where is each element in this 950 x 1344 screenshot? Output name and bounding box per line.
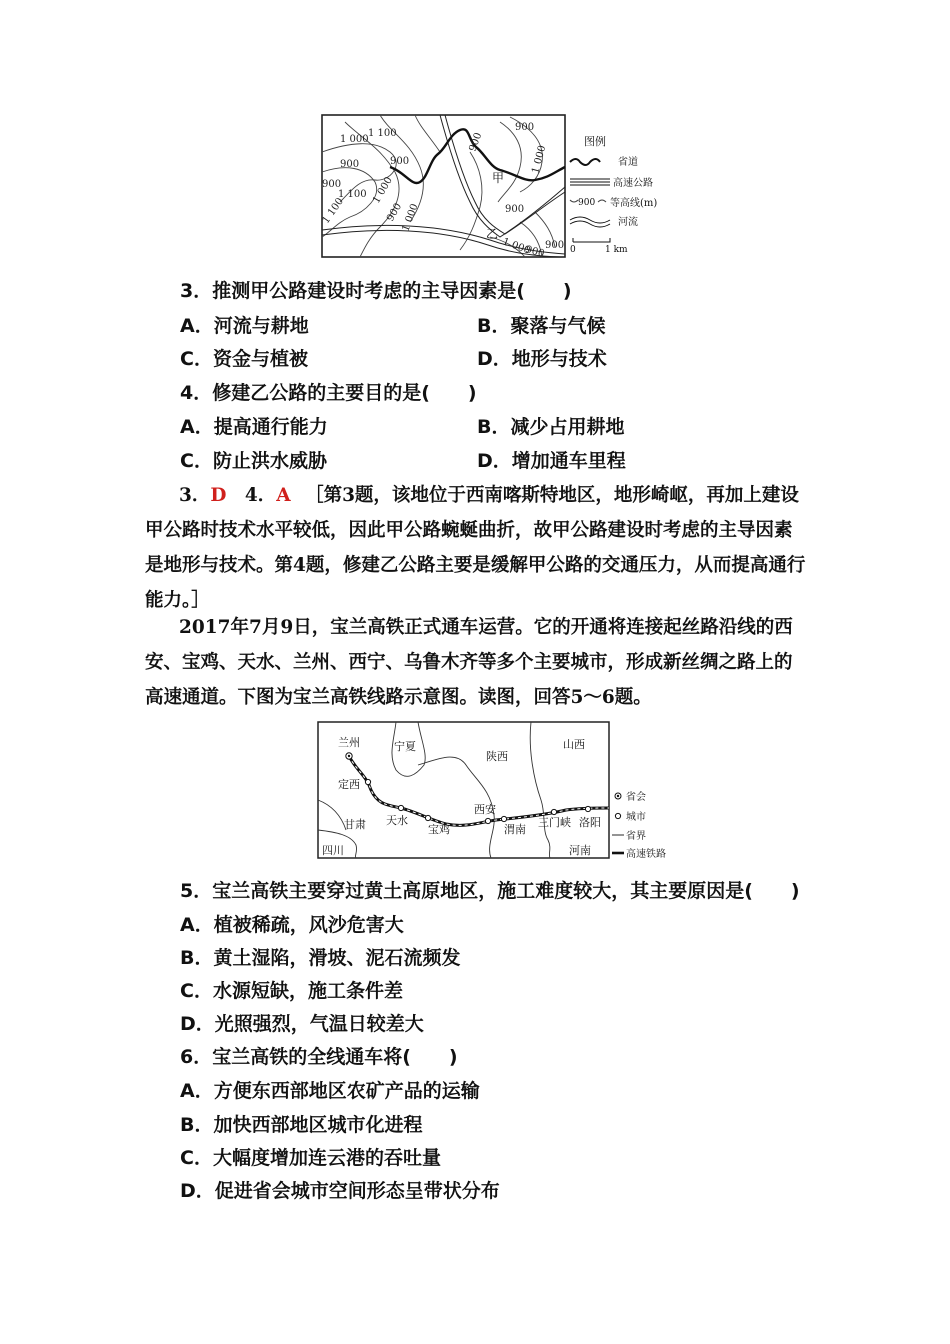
legend-item: 高速铁路 <box>626 849 666 860</box>
q6-option-b: B．加快西部地区城市化进程 <box>180 1114 423 1136</box>
q3-option-c: C．资金与植被 <box>180 348 308 370</box>
contour-label: 900 <box>545 240 565 251</box>
legend-item: 河流 <box>618 217 638 228</box>
q5-option-b: B．黄土湿陷，滑坡、泥石流频发 <box>180 947 461 969</box>
question-3-stem: 3．推测甲公路建设时考虑的主导因素是( ) <box>180 280 572 302</box>
answer-explanation <box>145 478 810 618</box>
contour-label: 900 <box>390 156 410 167</box>
contour-label: 900 <box>524 244 546 260</box>
answer-num-4: 4． <box>244 485 277 506</box>
contour-label: 1 000 <box>530 144 549 175</box>
question-5-stem: 5．宝兰高铁主要穿过黄土高原地区，施工难度较大，其主要原因是( ) <box>180 880 800 902</box>
city-label: 洛阳 <box>579 816 601 829</box>
city-marker <box>425 815 430 820</box>
scale-km: 1 km <box>605 245 628 255</box>
q5-option-d: D．光照强烈，气温日较差大 <box>180 1013 424 1035</box>
city-marker <box>501 816 506 821</box>
city-label: 渭南 <box>504 823 526 836</box>
contour-label: 900 <box>505 204 525 215</box>
contour-label: 900 <box>340 159 360 170</box>
answer-4: A <box>276 485 291 506</box>
q3-option-b: B．聚落与气候 <box>477 315 606 337</box>
q6-option-c: C．大幅度增加连云港的吞吐量 <box>180 1147 441 1169</box>
city-label: 西安 <box>474 803 496 816</box>
contour-label: 900 <box>322 179 342 190</box>
intro-paragraph: 2017年7月9日，宝兰高铁正式通车运营。它的开通将连接起丝路沿线的西安、宝鸡、天水、兰州、西宁、乌鲁木齐等多个主要城市，形成新丝绸之路上的高速通道。下图为宝兰高铁线路示意图。读图，回答5～6题。 <box>145 617 793 708</box>
contour-map <box>320 112 665 262</box>
q5-option-c: C．水源短缺，施工条件差 <box>180 980 403 1002</box>
province-label: 宁夏 <box>394 740 416 753</box>
contour-label: 1 100 <box>320 196 347 226</box>
province-label: 甘肃 <box>344 818 366 831</box>
contour-label: 1 100 <box>338 189 367 200</box>
q4-option-a: A．提高通行能力 <box>180 416 328 438</box>
city-marker <box>585 806 590 811</box>
legend-item: 省道 <box>618 157 638 168</box>
contour-label: 1 000 <box>500 236 532 257</box>
legend-item: 省界 <box>626 831 646 842</box>
q5-option-a: A．植被稀疏，风沙危害大 <box>180 914 404 936</box>
scale-zero: 0 <box>570 245 576 255</box>
contour-label: 1 100 <box>368 128 397 139</box>
railway-map <box>316 720 682 862</box>
contour-label: 1 000 <box>400 202 421 234</box>
question-6-stem: 6．宝兰高铁的全线通车将( ) <box>180 1046 458 1068</box>
contour-label: 900 <box>385 201 405 224</box>
explanation-text: ［第3题，该地位于西南喀斯特地区，地形崎岖，再加上建设甲公路时技术水平较低，因此甲公路蜿蜒曲折，故甲公路建设时考虑的主导因素是地形与技术。第4题，修建乙公路主要是缓解甲公路的交通压力，从而提高通行能力。］ <box>145 485 806 611</box>
city-marker <box>485 818 490 823</box>
answer-3: D <box>210 485 227 506</box>
legend-item: 城市 <box>626 812 646 823</box>
city-marker <box>398 805 403 810</box>
contour-label: 900 <box>515 122 535 133</box>
province-label: 山西 <box>563 738 585 751</box>
province-label: 河南 <box>569 844 591 857</box>
place-jia: 甲 <box>492 171 505 185</box>
question-4-stem: 4．修建乙公路的主要目的是( ) <box>180 382 477 404</box>
city-label: 兰州 <box>338 736 360 749</box>
city-marker <box>551 809 556 814</box>
q3-option-a: A．河流与耕地 <box>180 315 309 337</box>
city-label: 宝鸡 <box>428 823 450 836</box>
q6-option-a: A．方便东西部地区农矿产品的运输 <box>180 1080 480 1102</box>
legend-item: 省会 <box>626 792 646 803</box>
legend-contour-value: 900 <box>578 198 596 208</box>
q4-option-d: D．增加通车里程 <box>477 450 626 472</box>
city-label: 定西 <box>338 778 360 791</box>
province-label: 四川 <box>322 844 344 857</box>
place-yi: 乙 <box>486 227 499 241</box>
province-label: 陕西 <box>486 750 508 763</box>
answer-num-3: 3． <box>179 485 211 506</box>
q4-option-b: B．减少占用耕地 <box>477 416 625 438</box>
q3-option-d: D．地形与技术 <box>477 348 607 370</box>
q6-option-d: D．促进省会城市空间形态呈带状分布 <box>180 1180 500 1202</box>
city-marker <box>365 779 370 784</box>
city-label: 天水 <box>386 814 408 827</box>
city-label: 三门峡 <box>538 816 571 829</box>
contour-label: 900 <box>467 131 485 154</box>
legend-item: 等高线(m) <box>610 198 658 209</box>
legend-item: 高速公路 <box>613 178 653 189</box>
legend-title: 图例 <box>584 135 606 148</box>
contour-label: 1 000 <box>371 175 395 206</box>
q4-option-c: C．防止洪水威胁 <box>180 450 327 472</box>
contour-label: 1 000 <box>340 134 369 145</box>
